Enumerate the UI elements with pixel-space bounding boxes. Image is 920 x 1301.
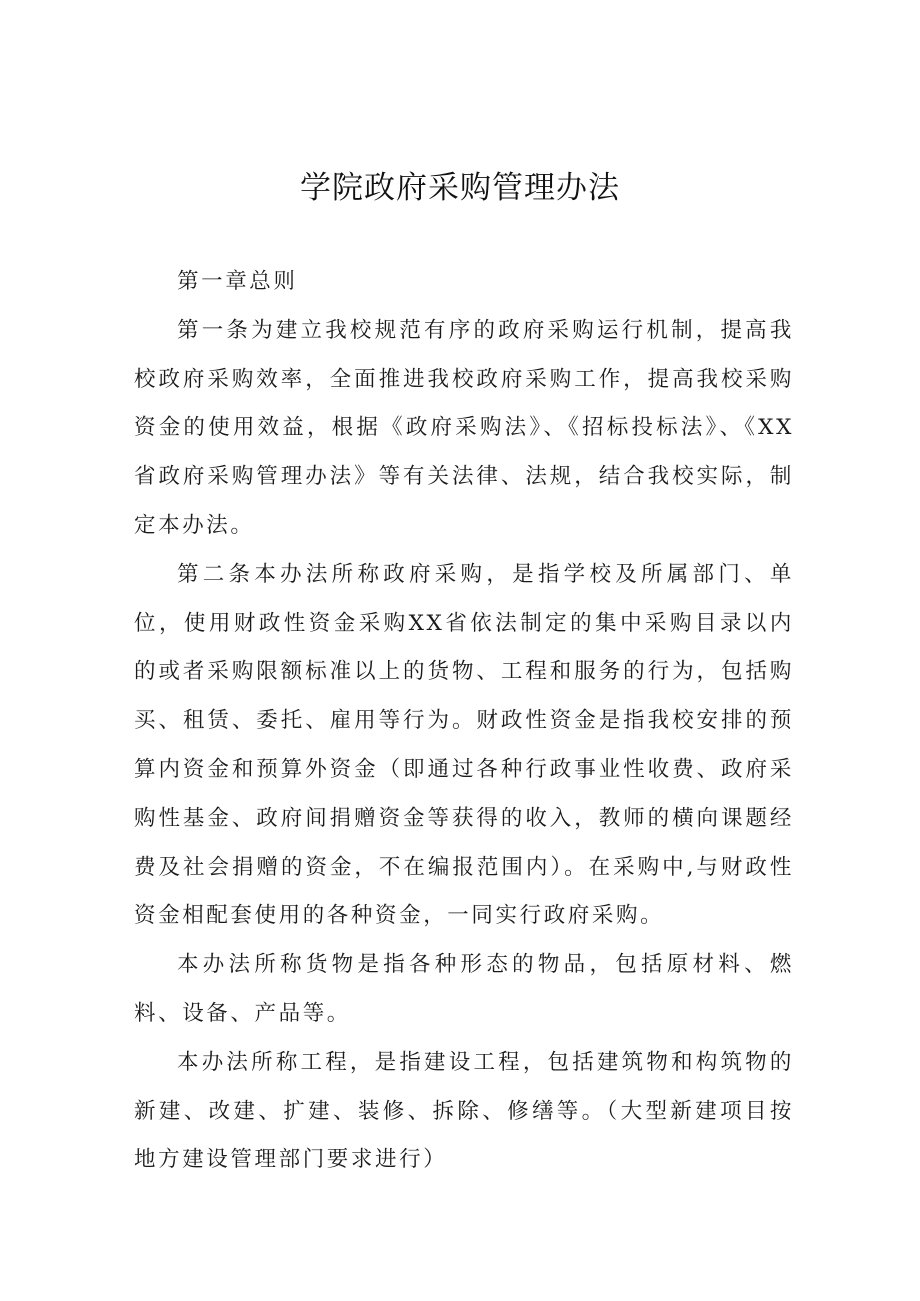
engineering-definition-paragraph: 本办法所称工程，是指建设工程，包括建筑物和构筑物的新建、改建、扩建、装修、拆除、修缮等。（大型新建项目按地方建设管理部门要求进行） <box>134 1049 794 1173</box>
article-1-paragraph: 第一条为建立我校规范有序的政府采购运行机制，提高我校政府采购效率，全面推进我校政府采购工作，提高我校采购资金的使用效益，根据《政府采购法》、《招标投标法》、《XX省政府采购管理办法》等有关法律、法规，结合我校实际，制定本办法。 <box>134 317 794 538</box>
chapter-heading: 第一章总则 <box>177 269 298 294</box>
document-body <box>134 258 794 1185</box>
goods-definition-paragraph: 本办法所称货物是指各种形态的物品，包括原材料、燃料、设备、产品等。 <box>134 952 794 1026</box>
article-2-paragraph: 第二条本办法所称政府采购，是指学校及所属部门、单位，使用财政性资金采购XX省依法制定的集中采购目录以内的或者采购限额标准以上的货物、工程和服务的行为，包括购买、租赁、委托、雇用等行为。财政性资金是指我校安排的预算内资金和预算外资金（即通过各种行政事业性收费、政府采购性基金、政府间捐赠资金等获得的收入，教师的横向课题经费及社会捐赠的资金，不在编报范围内）。在采购中,与财政性资金相配套使用的各种资金，一同实行政府采购。 <box>134 561 794 929</box>
document-title: 学院政府采购管理办法 <box>300 170 620 206</box>
